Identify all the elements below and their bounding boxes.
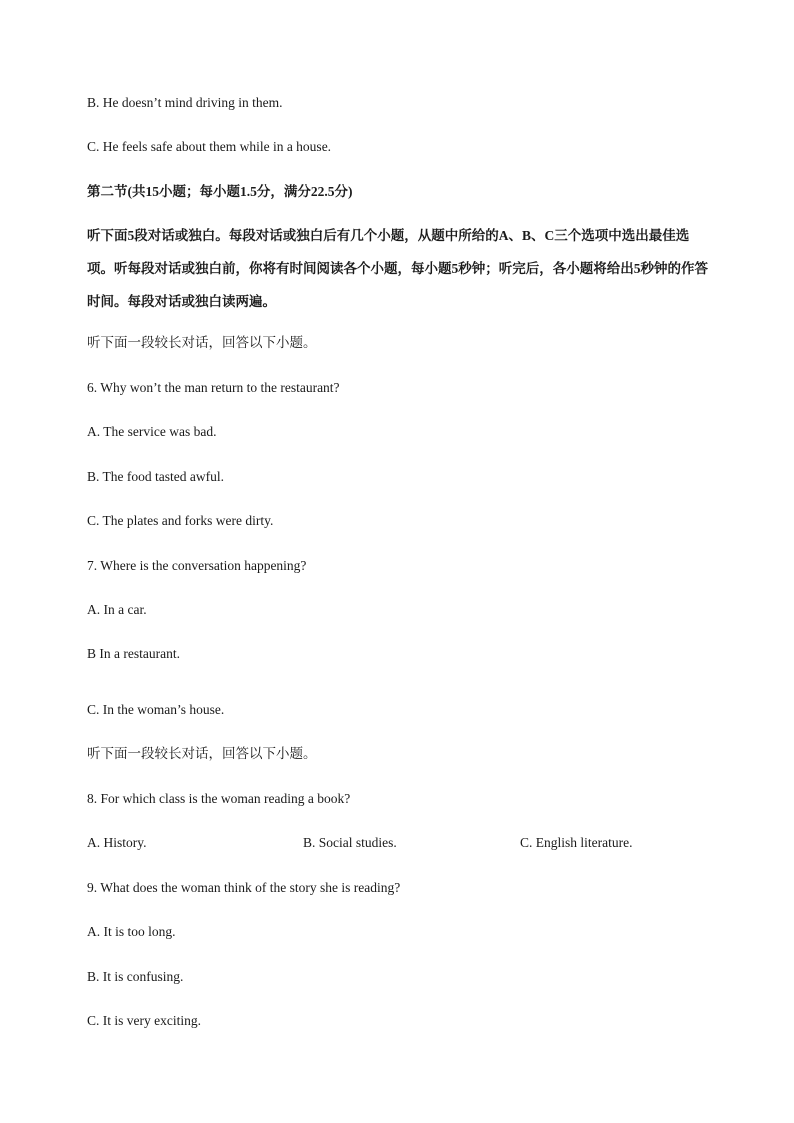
question-7-option-a: A. In a car. <box>87 602 147 617</box>
question-7-option-b: B In a restaurant. <box>87 646 180 661</box>
question-9: 9. What does the woman think of the story she is reading? <box>87 880 401 895</box>
question-8-option-a: A. History. <box>87 835 147 850</box>
question-6-option-b: B. The food tasted awful. <box>87 469 224 484</box>
question-8-option-b: B. Social studies. <box>303 835 397 850</box>
listen-prompt-1: 听下面一段较长对话，回答以下小题。 <box>87 335 317 350</box>
listen-prompt-2: 听下面一段较长对话，回答以下小题。 <box>87 746 317 761</box>
question-7: 7. Where is the conversation happening? <box>87 558 307 573</box>
question-8: 8. For which class is the woman reading a book? <box>87 791 351 806</box>
q5-option-c: C. He feels safe about them while in a house. <box>87 139 332 154</box>
question-6-option-a: A. The service was bad. <box>87 424 217 439</box>
section-heading: 第二节(共15小题；每小题1.5分，满分22.5分) <box>87 184 353 199</box>
question-8-option-c: C. English literature. <box>520 835 633 850</box>
question-6: 6. Why won’t the man return to the restaurant? <box>87 380 340 395</box>
question-9-option-a: A. It is too long. <box>87 924 176 939</box>
question-9-option-c: C. It is very exciting. <box>87 1013 201 1028</box>
question-7-option-c: C. In the woman’s house. <box>87 702 225 717</box>
question-6-option-c: C. The plates and forks were dirty. <box>87 513 274 528</box>
q5-option-b: B. He doesn’t mind driving in them. <box>87 95 283 110</box>
question-9-option-b: B. It is confusing. <box>87 969 184 984</box>
section-instructions: 听下面5段对话或独白。每段对话或独白后有几个小题，从题中所给的A、B、C三个选项中选出最佳选项。听每段对话或独白前，你将有时间阅读各个小题，每小题5秒钟；听完后，各小题将给出5秒钟的作答时间。每段对话或独白读两遍。 <box>87 228 708 309</box>
